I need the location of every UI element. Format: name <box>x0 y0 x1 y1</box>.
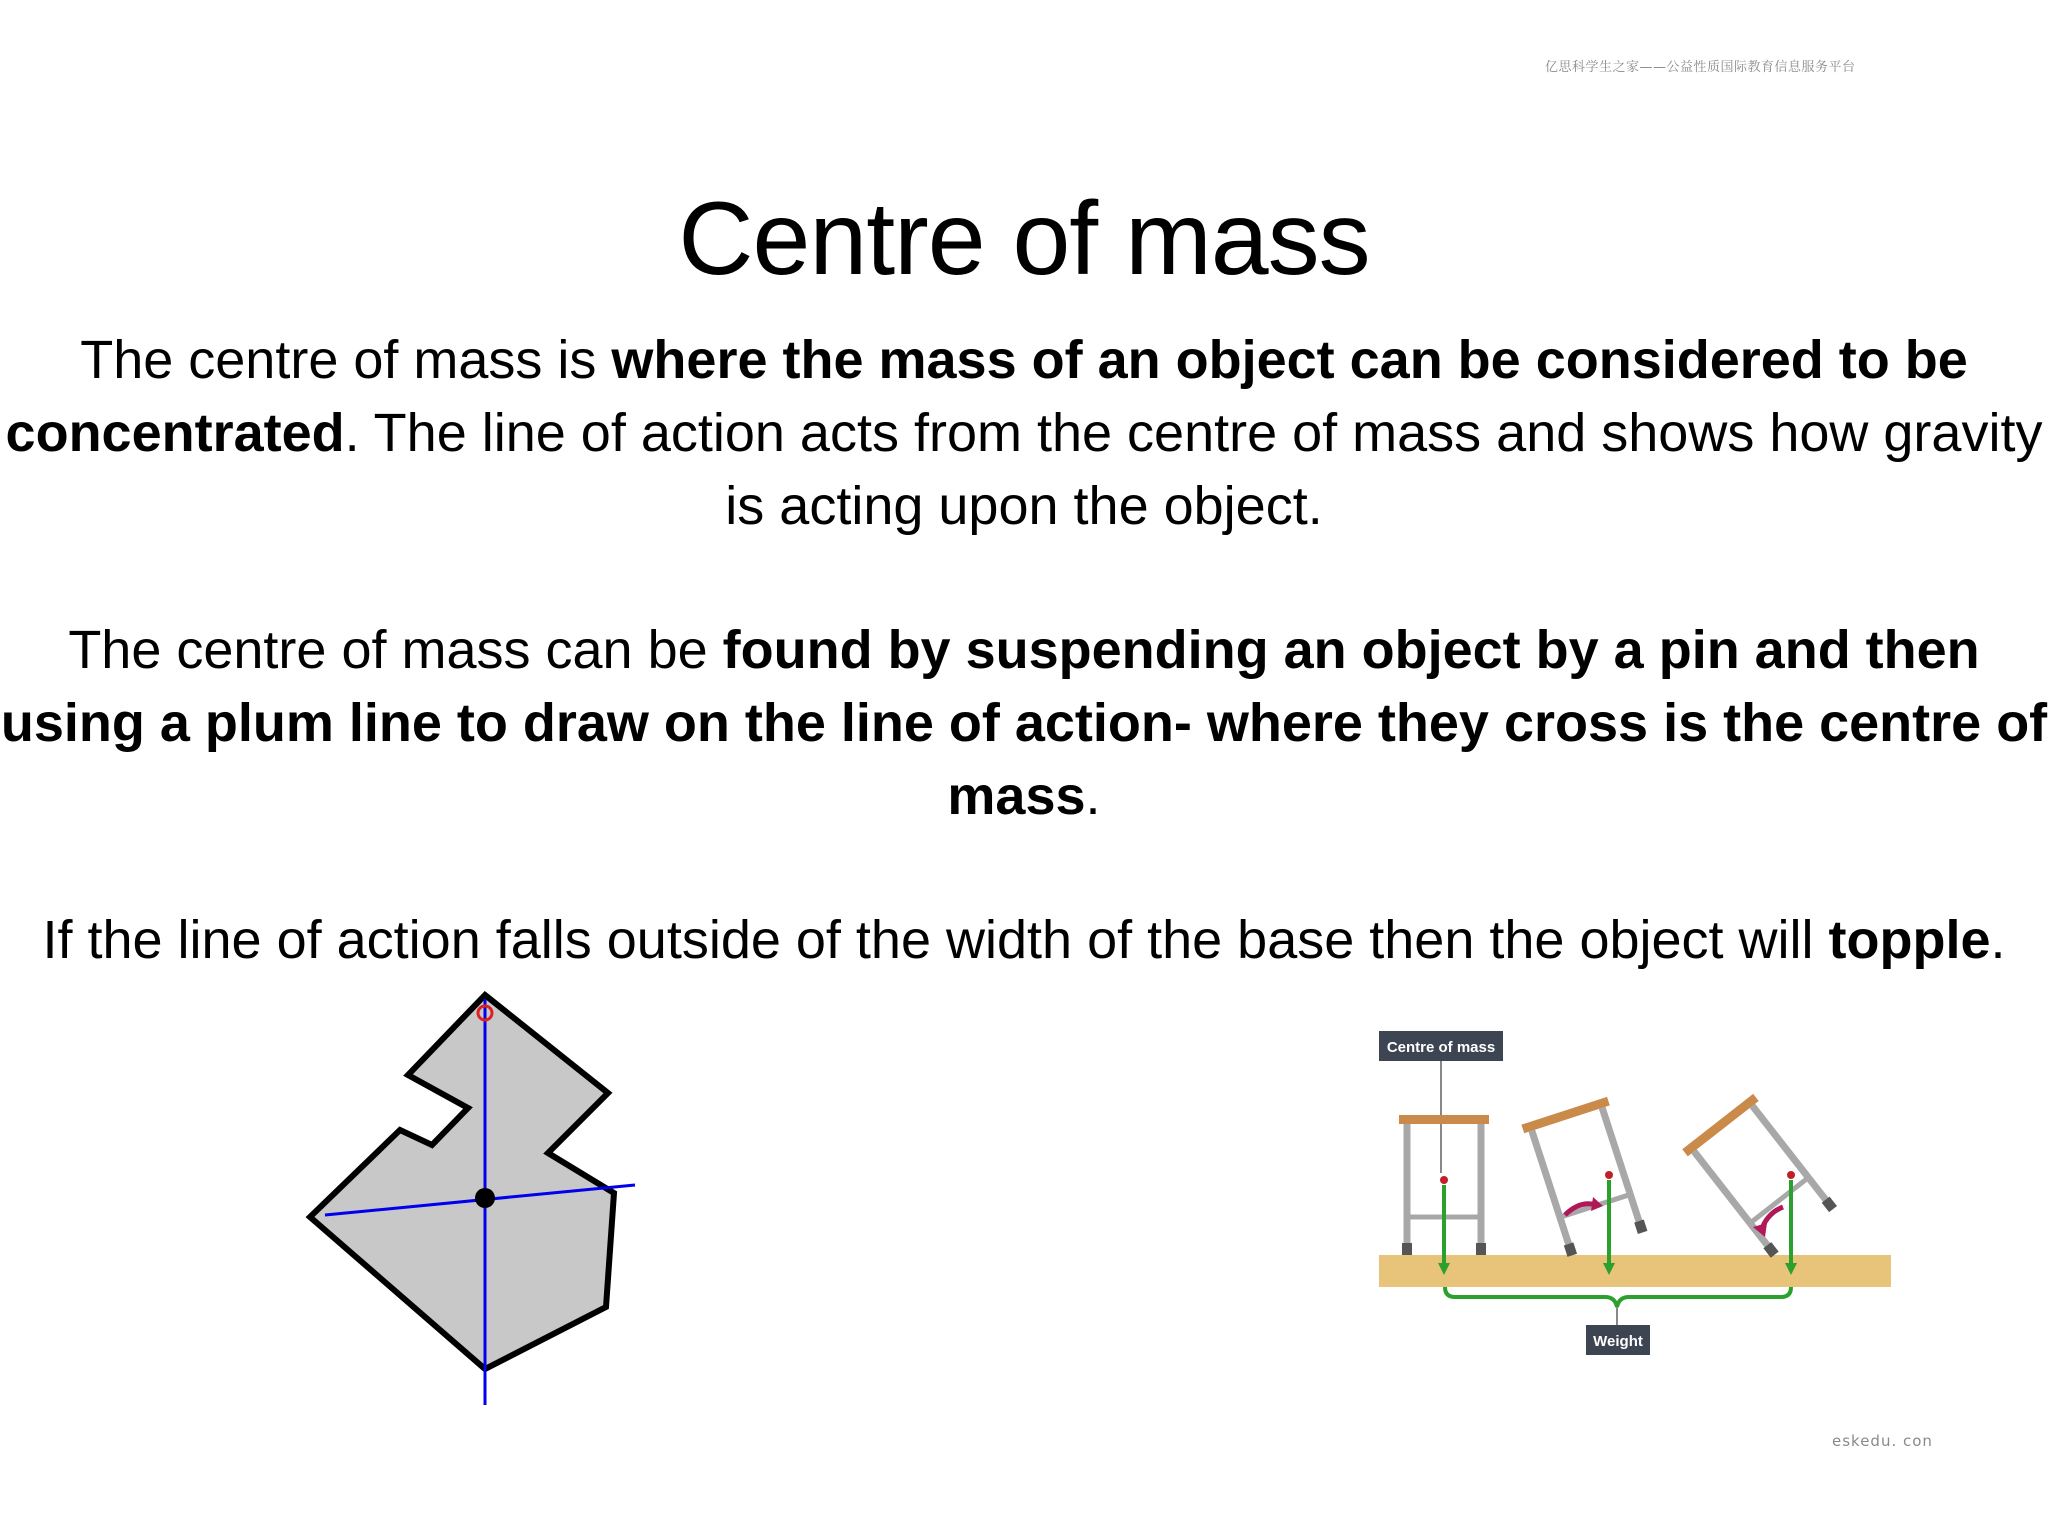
weight-brace <box>1445 1287 1791 1307</box>
centre-of-mass-label: Centre of mass <box>1386 1039 1496 1056</box>
chair-upright <box>1399 1115 1489 1275</box>
paragraph-topple-bold: topple <box>1828 910 1991 970</box>
centre-of-mass-point <box>475 1188 495 1208</box>
paragraph-topple-text-1: If the line of action falls outside of the width of the base then the object will <box>42 910 1829 970</box>
chair-tilted <box>1521 1097 1650 1275</box>
toppling-chairs-figure <box>1375 1025 1915 1375</box>
watermark-bottom: eskedu. con <box>1832 1432 1933 1450</box>
weight-label: Weight <box>1593 1333 1643 1350</box>
paragraph-finding-bold: found by suspending an object by a pin and then using a plum line to draw on the line of action- where they cross is the centre of mass <box>0 620 2048 826</box>
irregular-shape-figure <box>290 985 650 1415</box>
paragraph-definition-text-1: The centre of mass is <box>80 330 612 390</box>
paragraph-finding-text-2: . <box>1085 766 1101 826</box>
paragraph-finding-text-1: The centre of mass can be <box>68 620 723 680</box>
paragraph-finding <box>0 614 2048 833</box>
watermark-top: 亿思科学生之家——公益性质国际教育信息服务平台 <box>1545 60 1856 75</box>
page-title: Centre of mass <box>678 181 1370 297</box>
floor <box>1379 1255 1891 1287</box>
chair-toppling <box>1682 1094 1839 1275</box>
irregular-shape <box>310 995 614 1369</box>
paragraph-topple-text-2: . <box>1990 910 2006 970</box>
paragraph-definition-bold: where the mass of an object can be considered to be concentrated <box>5 330 1968 463</box>
paragraph-definition-text-2: . The line of action acts from the centre of mass and shows how gravity is acting upon the object. <box>344 403 2043 536</box>
paragraph-topple <box>0 904 2048 977</box>
paragraph-definition <box>0 324 2048 543</box>
